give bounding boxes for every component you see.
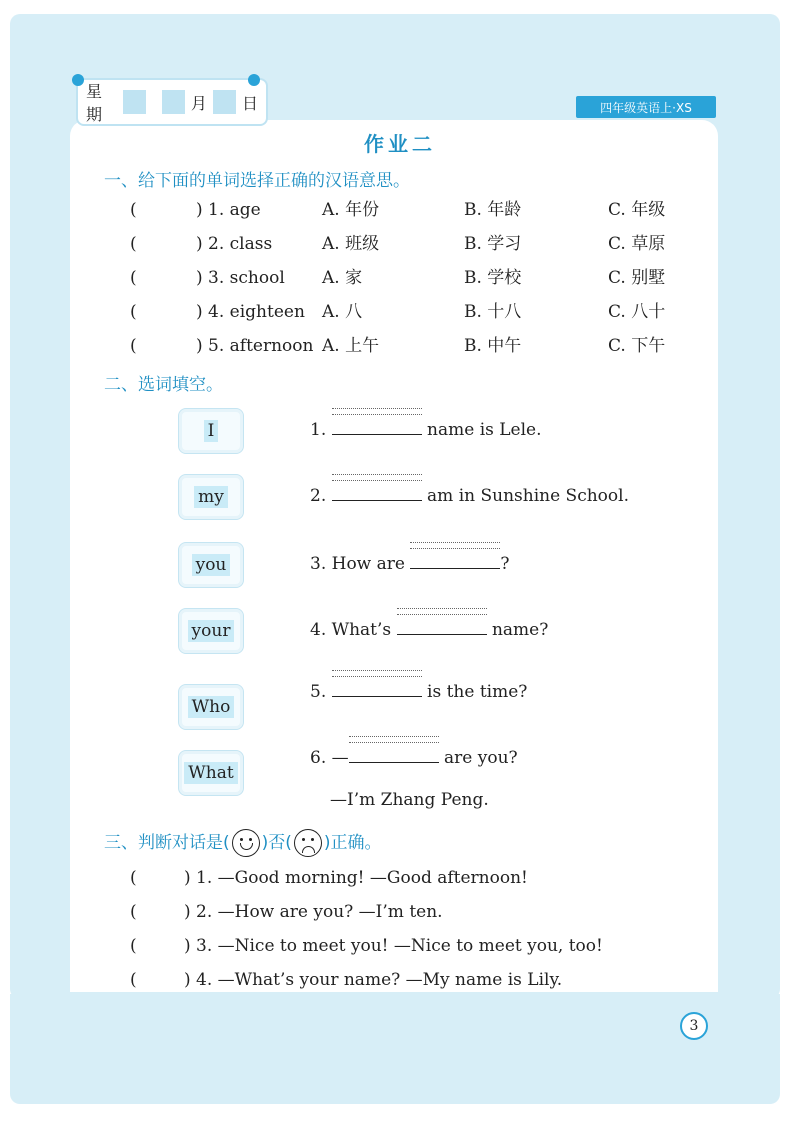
answer-paren[interactable]: ( <box>130 970 137 990</box>
weekday-blank[interactable] <box>123 90 146 114</box>
smile-face-icon <box>232 829 260 857</box>
option-a: A. 上午 <box>322 336 380 356</box>
fill-suffix: name is Lele. <box>421 420 542 440</box>
answer-blank[interactable] <box>332 682 422 697</box>
answer-paren[interactable]: ( <box>130 336 137 356</box>
option-c: C. 别墅 <box>608 268 666 288</box>
word-option: I <box>204 420 219 442</box>
question-text: ) 2. class <box>196 234 273 254</box>
option-c: C. 年级 <box>608 200 666 220</box>
heading-part: 三、判断对话是( <box>104 833 230 853</box>
option-a: A. 年份 <box>322 200 380 220</box>
answer-paren[interactable]: ( <box>130 268 137 288</box>
day-label: 日 <box>241 93 258 113</box>
answer-paren[interactable]: ( <box>130 936 137 956</box>
dialogue-text: 3. —Nice to meet you! —Nice to meet you, too! <box>196 936 603 956</box>
fill-suffix: am in Sunshine School. <box>421 486 629 506</box>
fill-row <box>310 746 518 770</box>
dialogue-answer: —I’m Zhang Peng. <box>330 790 489 810</box>
fill-suffix: is the time? <box>421 682 528 702</box>
word-option: What <box>184 762 237 784</box>
section-3-heading <box>104 828 382 858</box>
answer-paren[interactable]: ( <box>130 234 137 254</box>
dialogue-text: 4. —What’s your name? —My name is Lily. <box>196 970 563 990</box>
word-card <box>178 608 244 654</box>
answer-blank[interactable] <box>349 748 439 763</box>
word-card <box>178 684 244 730</box>
heading-part: )正确。 <box>323 833 382 853</box>
fill-row <box>310 484 629 508</box>
section-1-heading: 一、给下面的单词选择正确的汉语意思。 <box>104 171 410 191</box>
fill-prefix: 2. <box>310 486 332 506</box>
option-c: C. 八十 <box>608 302 666 322</box>
option-c: C. 下午 <box>608 336 666 356</box>
day-blank[interactable] <box>213 90 236 114</box>
pin-icon <box>72 74 84 86</box>
answer-paren[interactable]: ( <box>130 868 137 888</box>
grade-badge: 四年级英语上·XS <box>576 96 716 118</box>
fill-prefix: 5. <box>310 682 332 702</box>
fill-suffix: name? <box>486 620 549 640</box>
word-card <box>178 542 244 588</box>
fill-suffix: are you? <box>438 748 518 768</box>
month-label: 月 <box>190 93 207 113</box>
question-text: ) 5. afternoon <box>196 336 314 356</box>
fill-prefix: 1. <box>310 420 332 440</box>
option-c: C. 草原 <box>608 234 666 254</box>
fill-prefix: 6. — <box>310 748 349 768</box>
answer-blank[interactable] <box>332 420 422 435</box>
word-option: my <box>194 486 228 508</box>
answer-paren[interactable]: ( <box>130 200 137 220</box>
page-number: 3 <box>680 1012 708 1040</box>
answer-blank[interactable] <box>397 620 487 635</box>
dialogue-text: 1. —Good morning! —Good afternoon! <box>196 868 528 888</box>
option-a: A. 八 <box>322 302 363 322</box>
date-box <box>78 80 266 124</box>
heading-part: )否( <box>261 833 292 853</box>
answer-paren[interactable]: ( <box>130 302 137 322</box>
pin-icon <box>248 74 260 86</box>
question-text: ) 1. age <box>196 200 261 220</box>
option-a: A. 班级 <box>322 234 380 254</box>
option-b: B. 中午 <box>464 336 522 356</box>
word-option: you <box>192 554 231 576</box>
question-text: ) 4. eighteen <box>196 302 305 322</box>
fill-row <box>310 552 510 576</box>
word-option: your <box>188 620 235 642</box>
answer-paren[interactable]: ( <box>130 902 137 922</box>
fill-row <box>310 618 548 642</box>
month-blank[interactable] <box>162 90 185 114</box>
option-b: B. 十八 <box>464 302 522 322</box>
word-card <box>178 750 244 796</box>
fill-row <box>310 418 542 442</box>
page-title: 作业二 <box>364 132 436 156</box>
word-card <box>178 474 244 520</box>
section-2-heading: 二、选词填空。 <box>104 375 223 395</box>
word-option: Who <box>188 696 235 718</box>
option-b: B. 年龄 <box>464 200 522 220</box>
fill-prefix: 3. How are <box>310 554 411 574</box>
option-b: B. 学校 <box>464 268 522 288</box>
answer-blank[interactable] <box>332 486 422 501</box>
answer-blank[interactable] <box>410 554 500 569</box>
fill-prefix: 4. What’s <box>310 620 397 640</box>
word-card <box>178 408 244 454</box>
fill-row <box>310 680 527 704</box>
sad-face-icon <box>294 829 322 857</box>
fill-suffix: ? <box>500 554 510 574</box>
option-b: B. 学习 <box>464 234 522 254</box>
background-footer <box>10 994 780 1104</box>
page: 星期 月 日 四年级英语上·XS 作业二 一、给下面的单词选择正确的汉语意思。 ( ) 1. age A. 年份 B. 年龄 C. 年级 ( ) 2. class A. 班级 B. 学习 C. 草原 ( ) 3. school A. 家 B. 学校 C. 别墅 ( ) 4. eighteen A. 八 B. 十八 C. 八十 ( ) 5. afternoon A. 上午 B. 中午 C. 下午 二、选词填空。 I my you your Who What 1. name is Lele. 2. am in Sunshine School. 3. How are ? 4. What’s name? 5. is the time? 6. — are you? —I’m Zhang Peng. 三、判断对话是( )否( )正确。 ( ) 1. —Good morning! —Good afternoon! ( ) 2. —How are you? —I’m ten. ( ) 3. —Nice to meet you! —Nice to meet you, too! ( ) 4. —What’s your name? —My name is Lily. 3 <box>0 0 800 1148</box>
option-a: A. 家 <box>322 268 363 288</box>
dialogue-text: 2. —How are you? —I’m ten. <box>196 902 443 922</box>
weekday-label: 星期 <box>86 82 103 124</box>
question-text: ) 3. school <box>196 268 285 288</box>
